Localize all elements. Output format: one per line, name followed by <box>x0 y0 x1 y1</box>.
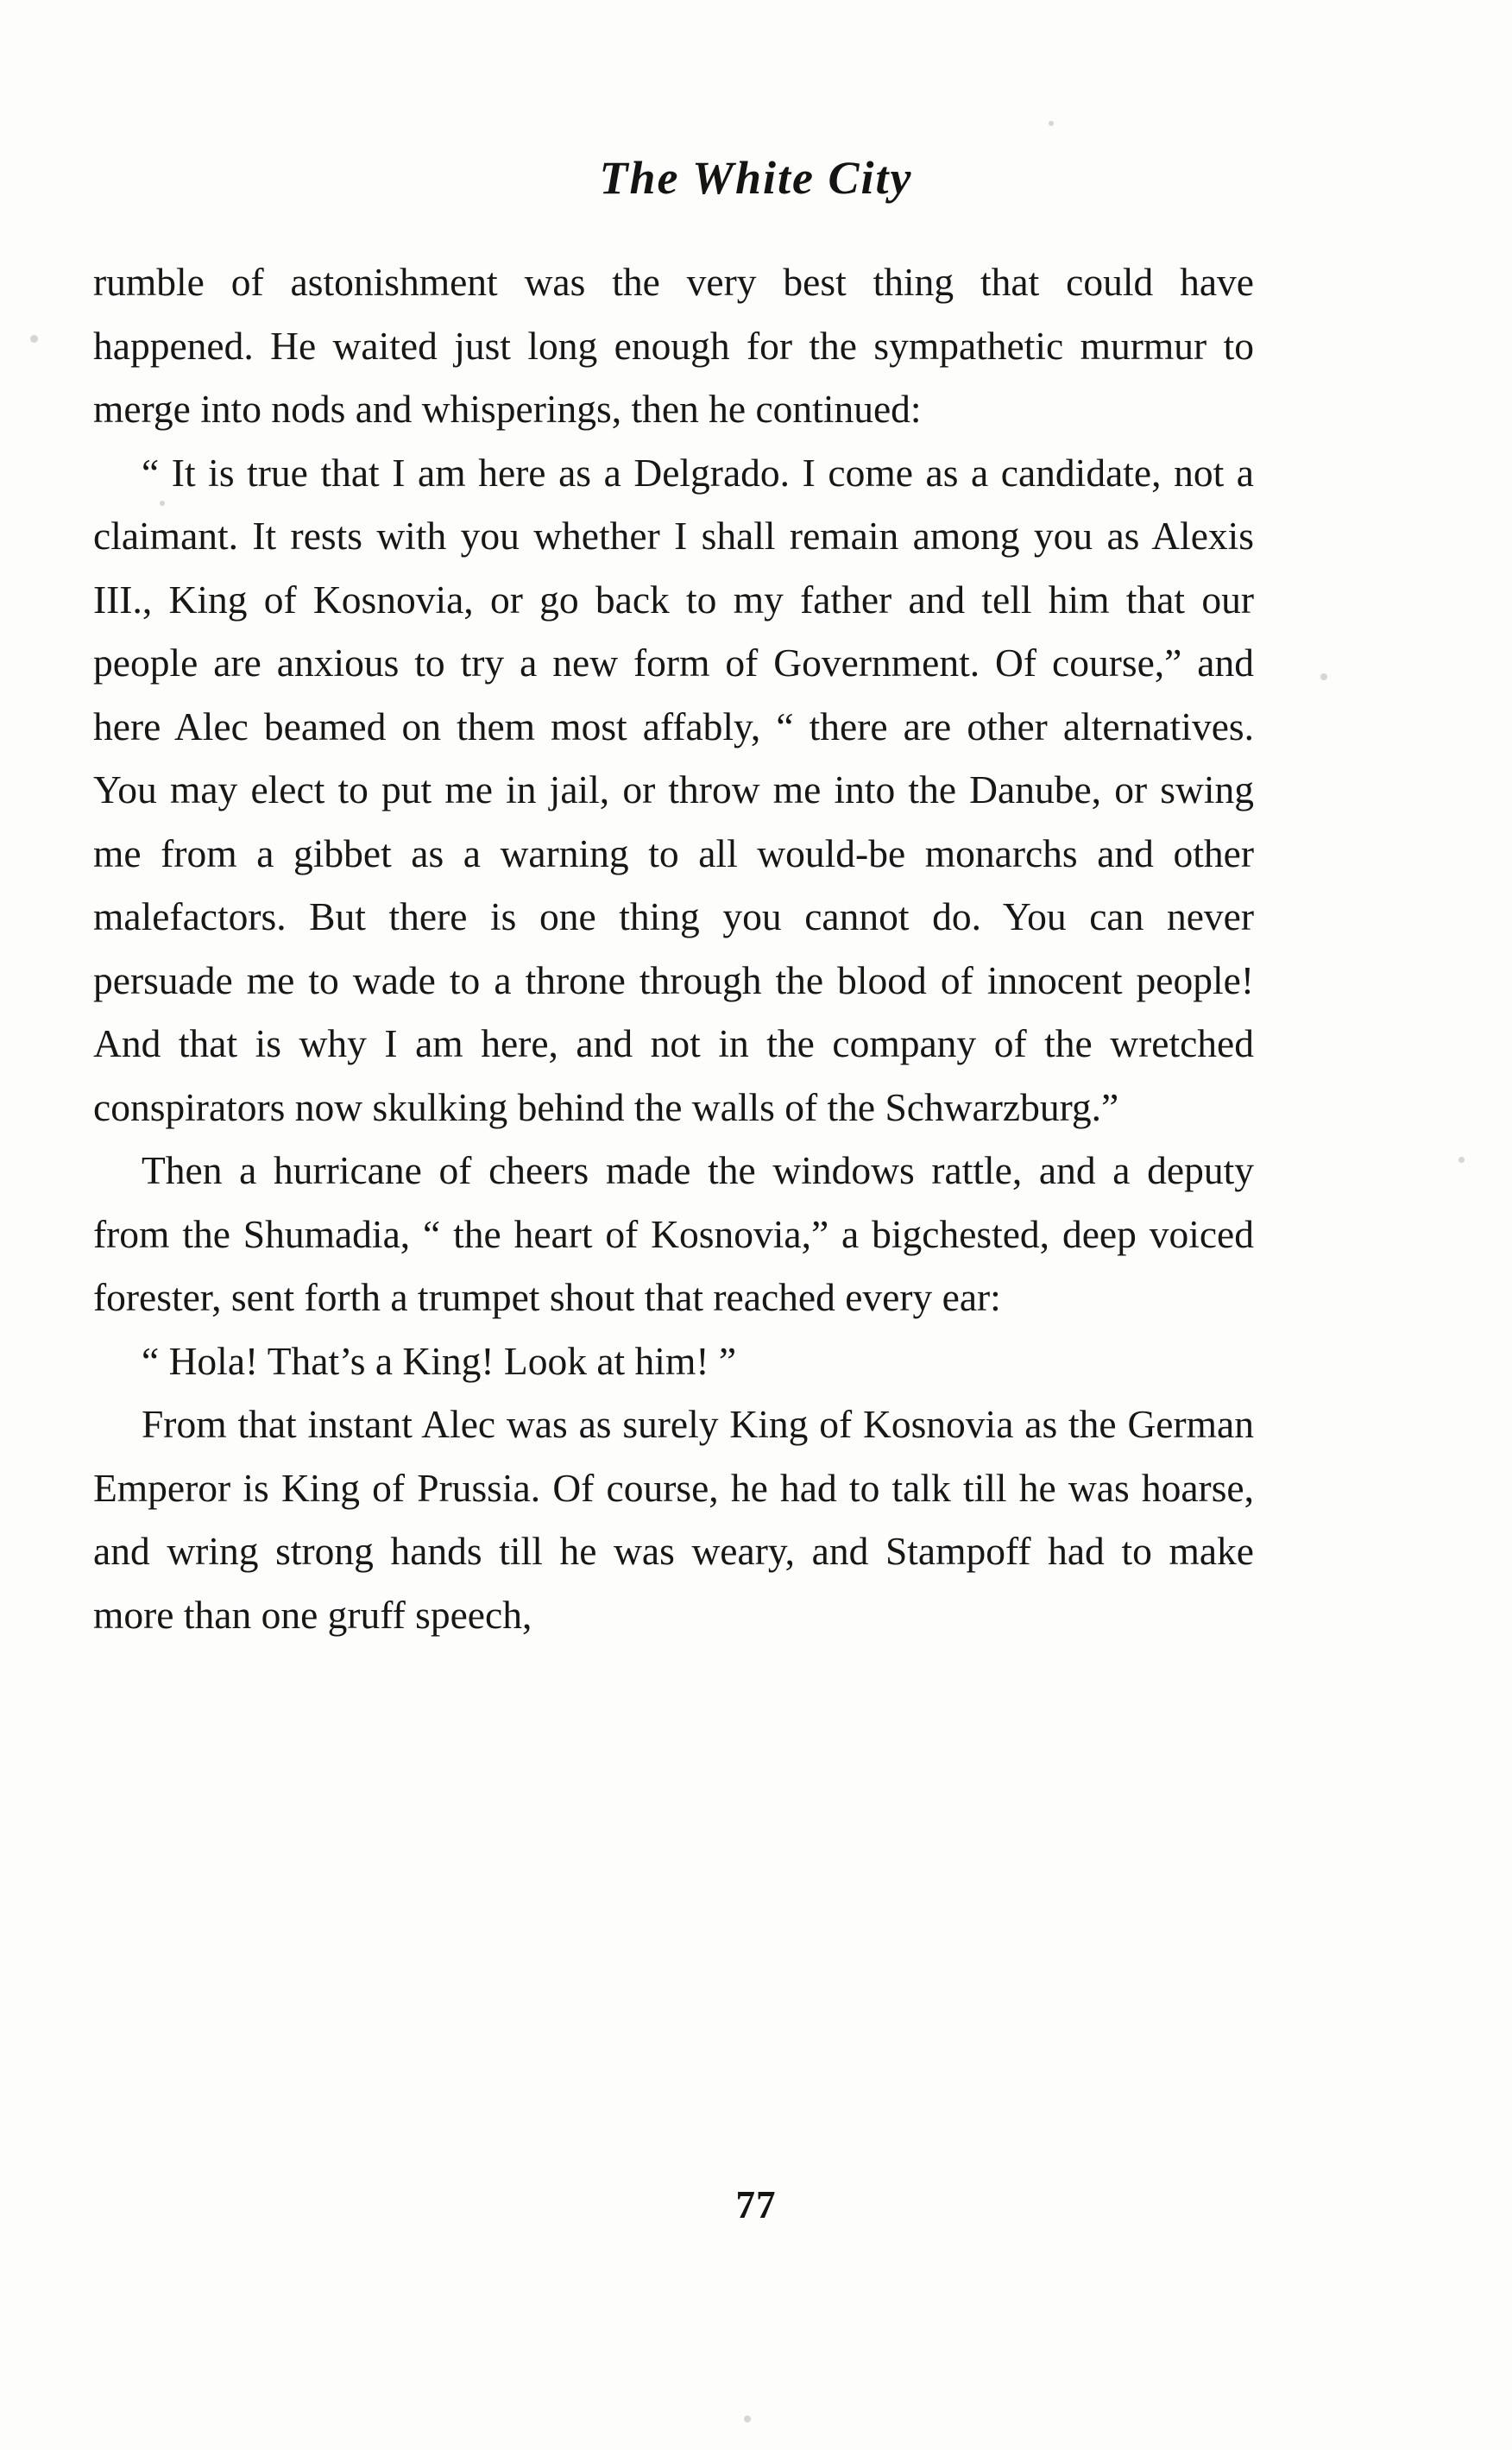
scan-speck-icon <box>1049 121 1054 126</box>
page-body-text <box>93 250 1254 1646</box>
scan-speck-icon <box>160 501 165 506</box>
page-running-head: The White City <box>599 152 913 204</box>
paragraph: “ Hola! That’s a King! Look at him! ” <box>142 1338 737 1383</box>
scan-speck-icon <box>1320 673 1327 680</box>
scan-speck-icon <box>744 2415 751 2422</box>
scan-speck-icon <box>30 335 38 343</box>
paragraph: Then a hurricane of cheers made the windows rattle, and a deputy from the Shumadia, “ the heart of Kosnovia,” a bigchested, deep voiced forester, sent forth a trumpet shout that reached every ear: <box>93 1148 1254 1319</box>
page-number: 77 <box>735 2183 777 2226</box>
scan-speck-icon <box>1458 1157 1465 1163</box>
paragraph: rumble of astonishment was the very best thing that could have happened. He waited just long enough for the sympathetic murmur to merge into nods and whisperings, then he continued: <box>93 260 1254 431</box>
paragraph: “ It is true that I am here as a Delgrado. I come as a candidate, not a claimant. It rests with you whether I shall remain among you as Alexis III., King of Kosnovia, or go back to my father and tell him that our people are anxious to try a new form of Government. Of course,” and here Alec beamed on them most affably, “ there are other alternatives. You may elect to put me in jail, or throw me into the Danube, or swing me from a gibbet as a warning to all would-be monarchs and other malefactors. But there is one thing you cannot do. You can never persuade me to wade to a throne through the blood of innocent people! And that is why I am here, and not in the company of the wretched conspirators now skulking behind the walls of the Schwarzburg.” <box>93 450 1254 1129</box>
paragraph: From that instant Alec was as surely King of Kosnovia as the German Emperor is King of Prussia. Of course, he had to talk till he was hoarse, and wring strong hands till he was weary, and Stampoff had to make more than one gruff speech, <box>93 1402 1254 1637</box>
